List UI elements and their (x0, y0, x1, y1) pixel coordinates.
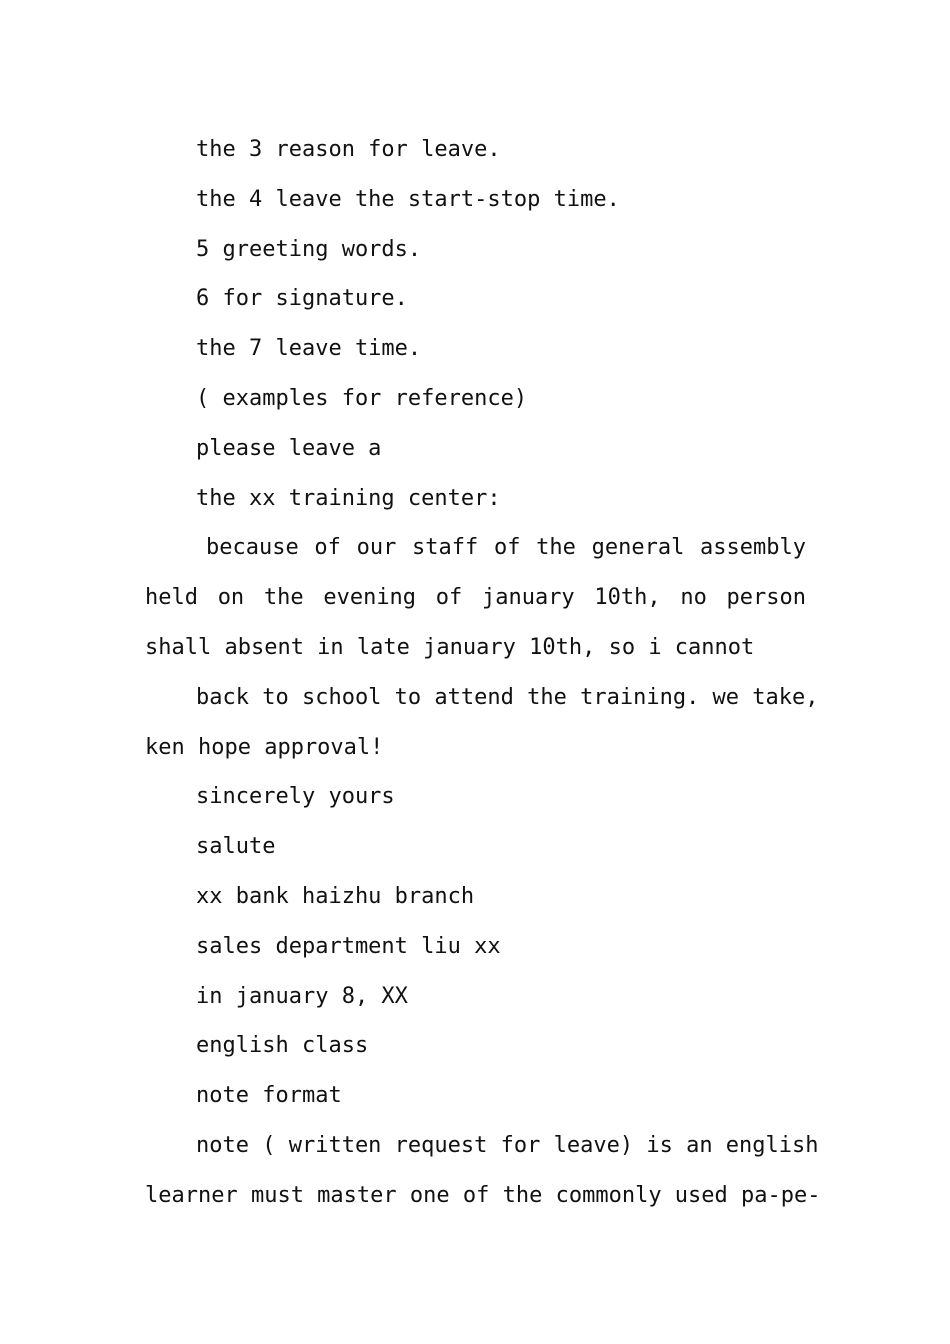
text-line-12: back to school to attend the training. we take, (196, 684, 819, 710)
text-line-8: the xx training center: (196, 485, 501, 511)
text-line-6: ( examples for reference) (196, 385, 528, 411)
text-line-10: held on the evening of january 10th, no person (145, 585, 806, 611)
text-line-21: note ( written request for leave) is an english (196, 1132, 819, 1158)
text-line-5: the 7 leave time. (196, 336, 422, 362)
text-line-15: salute (196, 834, 276, 860)
text-line-13: ken hope approval! (145, 734, 384, 760)
text-line-16: xx bank haizhu branch (196, 883, 475, 909)
text-line-2: the 4 leave the start-stop time. (196, 186, 620, 212)
text-line-3: 5 greeting words. (196, 236, 422, 262)
text-line-20: note format (196, 1083, 342, 1109)
text-line-4: 6 for signature. (196, 286, 408, 312)
text-line-22: learner must master one of the commonly used pa-pe- (145, 1182, 821, 1208)
text-line-1: the 3 reason for leave. (196, 137, 501, 162)
text-line-14: sincerely yours (196, 784, 395, 810)
text-line-11: shall absent in late january 10th, so i cannot (145, 634, 755, 660)
text-line-7: please leave a (196, 435, 382, 461)
text-line-17: sales department liu xx (196, 933, 501, 959)
document-body (145, 125, 821, 1221)
text-line-19: english class (196, 1033, 369, 1059)
text-line-9: because of our staff of the general assembly (206, 535, 806, 561)
text-line-18: in january 8, XX (196, 983, 408, 1009)
